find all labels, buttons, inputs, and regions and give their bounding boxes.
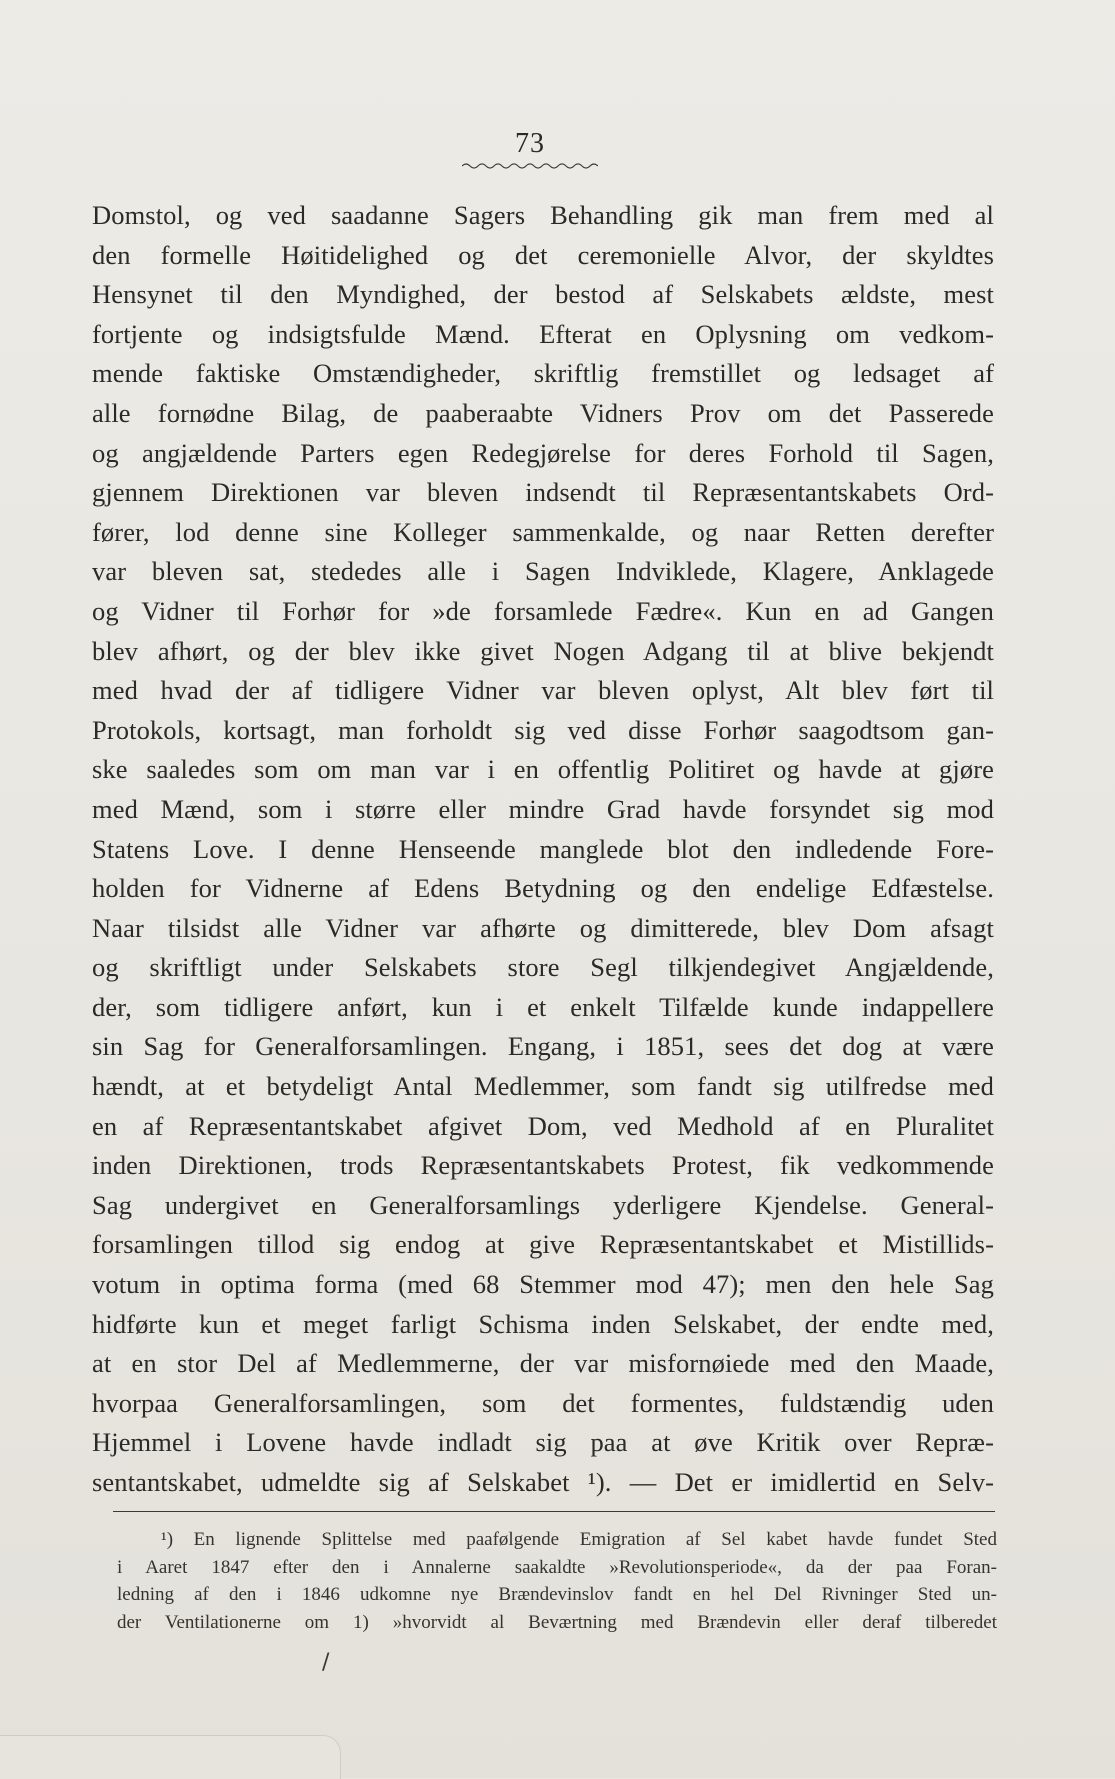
text-line: alle fornødne Bilag, de paaberaabte Vidners Prov om det Passerede bbox=[92, 397, 994, 428]
text-line: og angjældende Parters egen Redegjørelse for deres Forhold til Sagen, bbox=[92, 437, 994, 468]
text-line: mende faktiske Omstændigheder, skriftlig fremstillet og ledsaget af bbox=[92, 358, 994, 389]
text-line: ske saaledes som om man var i en offentlig Politiret og havde at gjøre bbox=[92, 754, 994, 785]
text-line: hvorpaa Generalforsamlingen, som det formentes, fuldstændig uden bbox=[92, 1387, 994, 1418]
text-line: Sag undergivet en Generalforsamlings yderligere Kjendelse. General- bbox=[92, 1189, 994, 1220]
text-line: og skriftligt under Selskabets store Segl tilkjendegivet Angjældende, bbox=[92, 952, 994, 983]
text-line: der, som tidligere anført, kun i et enkelt Tilfælde kunde indappellere bbox=[92, 991, 994, 1022]
underlying-page-edge bbox=[0, 1735, 341, 1779]
text-line: forsamlingen tillod sig endog at give Repræsentantskabet et Mistillids- bbox=[92, 1229, 994, 1260]
text-line: votum in optima forma (med 68 Stemmer mod 47); men den hele Sag bbox=[92, 1269, 994, 1300]
main-text-block bbox=[92, 196, 994, 1503]
stray-pen-mark: / bbox=[322, 1650, 330, 1675]
wavy-rule-ornament-icon bbox=[462, 162, 598, 170]
text-line: og Vidner til Forhør for »de forsamlede Fædre«. Kun en ad Gangen bbox=[92, 595, 994, 626]
text-line: var bleven sat, stededes alle i Sagen Indviklede, Klagere, Anklagede bbox=[92, 556, 994, 587]
text-line: med hvad der af tidligere Vidner var bleven oplyst, Alt blev ført til bbox=[92, 675, 994, 706]
text-line: hidførte kun et meget farligt Schisma inden Selskabet, der endte med, bbox=[92, 1308, 994, 1339]
footnote-line: i Aaret 1847 efter den i Annalerne saakaldte »Revolutionsperiode«, da der paa Foran- bbox=[117, 1556, 997, 1578]
text-line: hændt, at et betydeligt Antal Medlemmer, som fandt sig utilfredse med bbox=[92, 1071, 994, 1102]
text-line: blev afhørt, og der blev ikke givet Nogen Adgang til at blive bekjendt bbox=[92, 635, 994, 666]
text-line: Naar tilsidst alle Vidner var afhørte og dimitterede, blev Dom afsagt bbox=[92, 912, 994, 943]
text-line: inden Direktionen, trods Repræsentantskabets Protest, fik vedkommende bbox=[92, 1150, 994, 1181]
text-line: sin Sag for Generalforsamlingen. Engang, i 1851, sees det dog at være bbox=[92, 1031, 994, 1062]
text-line: Protokols, kortsagt, man forholdt sig ved disse Forhør saagodtsom gan- bbox=[92, 714, 994, 745]
text-line: fører, lod denne sine Kolleger sammenkalde, og naar Retten derefter bbox=[92, 516, 994, 547]
footnote-block bbox=[117, 1526, 997, 1636]
text-line: Hjemmel i Lovene havde indladt sig paa at øve Kritik over Repræ- bbox=[92, 1427, 994, 1458]
footnote-divider bbox=[113, 1511, 995, 1512]
text-line: en af Repræsentantskabet afgivet Dom, ved Medhold af en Pluralitet bbox=[92, 1110, 994, 1141]
text-line: holden for Vidnerne af Edens Betydning og den endelige Edfæstelse. bbox=[92, 873, 994, 904]
footnote-line: der Ventilationerne om 1) »hvorvidt al Beværtning med Brændevin eller deraf tilberedet bbox=[117, 1611, 997, 1633]
text-line: Statens Love. I denne Henseende manglede blot den indledende Fore- bbox=[92, 833, 994, 864]
text-line: fortjente og indsigtsfulde Mænd. Efterat en Oplysning om vedkom- bbox=[92, 318, 994, 349]
footnote-line: ledning af den i 1846 udkomne nye Brændevinslov fandt en hel Del Rivninger Sted un- bbox=[117, 1584, 997, 1605]
text-line: Hensynet til den Myndighed, der bestod af Selskabets ældste, mest bbox=[92, 279, 994, 310]
text-line: Domstol, og ved saadanne Sagers Behandling gik man frem med al bbox=[92, 200, 994, 230]
text-line: at en stor Del af Medlemmerne, der var misfornøiede med den Maade, bbox=[92, 1348, 994, 1379]
text-line: sentantskabet, udmeldte sig af Selskabet ¹). — Det er imidlertid en Selv- bbox=[92, 1467, 994, 1497]
page-number: 73 bbox=[515, 128, 545, 159]
text-line: gjennem Direktionen var bleven indsendt til Repræsentantskabets Ord- bbox=[92, 477, 994, 508]
page-header bbox=[455, 128, 605, 170]
footnote-line: ¹) En lignende Splittelse med paafølgende Emigration af Sel kabet havde fundet Sted bbox=[161, 1529, 997, 1550]
text-line: den formelle Høitidelighed og det ceremonielle Alvor, der skyldtes bbox=[92, 239, 994, 270]
text-line: med Mænd, som i større eller mindre Grad havde forsyndet sig mod bbox=[92, 793, 994, 824]
